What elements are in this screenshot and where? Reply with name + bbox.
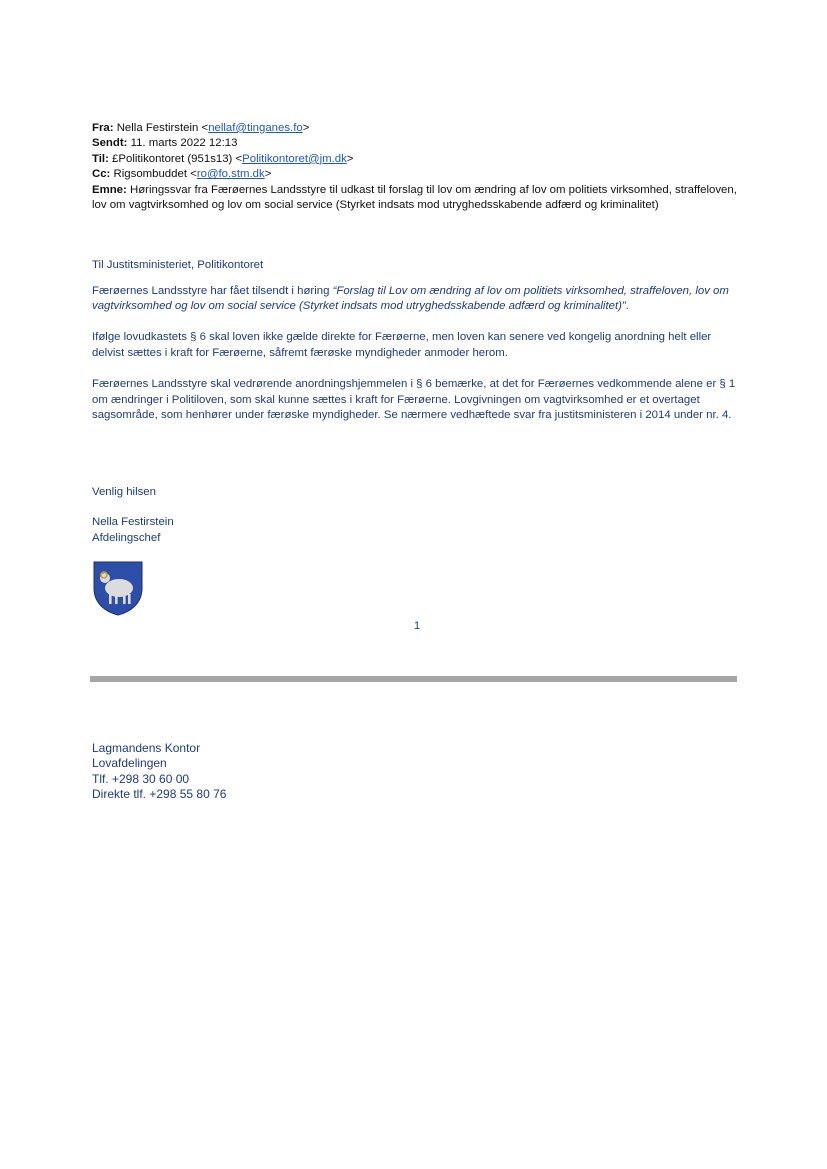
faroe-ram-crest-icon [92,560,144,616]
email-header [92,121,742,213]
paragraph-1-lead: Færøernes Landsstyre har fået tilsendt i høring [92,284,333,297]
from-close: > [302,122,310,134]
footer-department: Lovafdelingen [92,756,167,771]
paragraph-1-bill-title: “Forslag til Lov om ændring af lov om politiets virksomhed, straffeloven, lov om vagtvirksomhed og lov om social service (Styrket indsats mod utryghedsskabende adfærd og kriminalitet)” [92,284,729,313]
cc-line [92,167,742,182]
to-line [92,152,742,167]
cc-email-link[interactable]: ro@fo.stm.dk [196,168,265,181]
subject-line [92,183,742,214]
to-close: > [346,152,354,165]
sent-label: Sendt: [92,137,128,150]
paragraph-3: Færøernes Landsstyre skal vedrørende anordningshjemmelen i § 6 bemærke, at det for Færøernes vedkommende alene er § 1 om ændringer i Politiloven, som skal kunne sættes i kraft for Færøerne. Lovgivningen om vagtvirksomhed er et overtaget sagsområde, som henhører under færøske myndigheder. Se nærmere vedhæftede svar fra justitsministeren i 2014 under nr. 4. [92,378,736,422]
crest-ram-leg [109,594,112,604]
crest-ram-leg [123,595,126,604]
closing: Venlig hilsen [92,486,156,498]
salutation: Til Justitsministeriet, Politikontoret [92,259,264,271]
letter-body [92,258,742,440]
subject-value: Høringssvar fra Færøernes Landsstyre til udkast til forslag til lov om ændring af lov om politiets virksomhed, straffeloven, lov om vagtvirksomhed og lov om social service (Styrket indsats mod utryghedsskabende adfærd og kriminalitet) [92,183,737,212]
cc-name: Rigsombuddet < [113,168,197,181]
footer-contact [92,741,226,802]
cc-close: > [264,168,272,181]
section-divider [90,676,737,682]
from-email-link[interactable]: nellaf@tinganes.fo [208,122,303,134]
footer-office: Lagmandens Kontor [92,741,201,755]
crest-ram-leg [115,595,118,604]
page-number: 1 [414,620,421,632]
sent-value: 11. marts 2022 12:13 [130,137,238,150]
to-name: £Politikontoret (951s13) < [112,152,243,165]
cc-label: Cc: [92,168,111,181]
paragraph-1-tail: . [625,300,629,313]
signature-name: Nella Festirstein [92,516,174,528]
footer-direct-phone: Direkte tlf. +298 55 80 76 [92,786,227,801]
paragraph-1 [92,284,742,315]
signature-title: Afdelingschef [92,532,161,544]
footer-phone: Tlf. +298 30 60 00 [92,771,190,786]
to-label: Til: [92,152,109,165]
from-label: Fra: [92,122,114,134]
crest-ram-leg [128,594,131,604]
from-name: Nella Festirstein < [116,122,209,134]
paragraph-2: Ifølge lovudkastets § 6 skal loven ikke gælde direkte for Færøerne, men loven kan senere ved kongelig anordning helt eller delvist sættes i kraft for Færøerne, såfremt færøske myndigheder anmoder herom. [92,331,712,359]
to-email-link[interactable]: Politikontoret@jm.dk [242,152,347,165]
sent-line [92,136,742,151]
subject-label: Emne: [92,183,127,196]
from-line [92,121,742,136]
